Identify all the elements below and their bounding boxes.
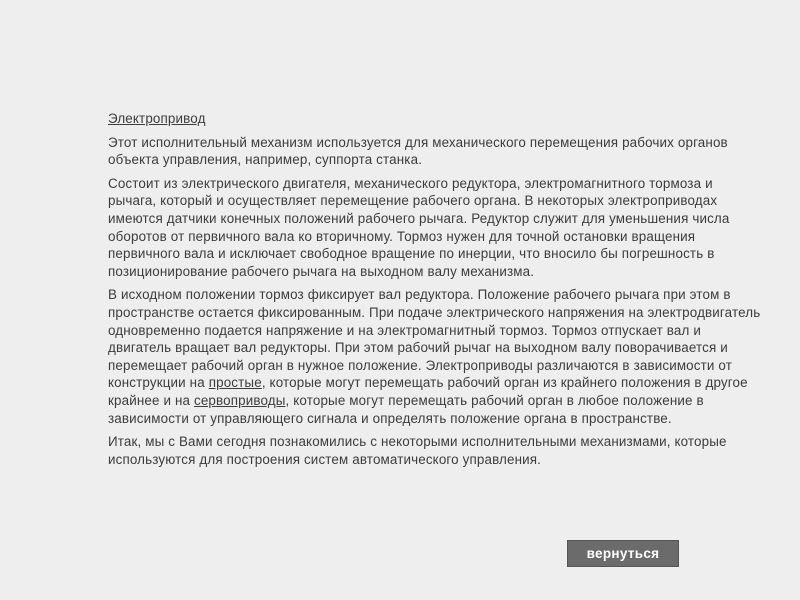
link-servo-drives[interactable]: сервоприводы bbox=[193, 392, 286, 408]
paragraph-summary: Итак, мы с Вами сегодня познакомились с некоторыми исполнительными механизмами, которые используются для построения систем автоматического управления. bbox=[108, 434, 727, 467]
paragraph-structure: Состоит из электрического двигателя, механического редуктора, электромагнитного тормоза и рычага, который и осуществляет перемещение рабочего органа. В некоторых электроприводах имеются датчики конечных положений рабочего рычага. Редуктор служит для уменьшения числа оборотов от первичного вала ко вторичному. Тормоз нужен для точной остановки вращения первичного вала и исключает свободное вращение по инерции, что вносило бы погрешность в позиционирование рабочего рычага на выходном валу механизма. bbox=[108, 175, 730, 279]
paragraph-operation-text-2: , которые могут перемещать рабочий орган из крайнего положения в другое крайнее и на bbox=[108, 375, 748, 408]
link-simple-drives[interactable]: простые bbox=[208, 375, 262, 391]
back-button[interactable]: вернуться bbox=[567, 540, 679, 567]
slide-title: Электропривод bbox=[108, 111, 206, 126]
paragraph-operation-text-1: В исходном положении тормоз фиксирует вал редуктора. Положение рабочего рычага при этом в пространстве остается фиксированным. При подаче электрического напряжения на электродвигатель одновременно подается напряжение и на электромагнитный тормоз. Тормоз отпускает вал и двигатель вращает вал редукторы. При этом рабочий рычаг на выходном валу поворачивается и перемещает рабочий орган в нужное положение. Электроприводы различаются в зависимости от конструкции на bbox=[108, 287, 761, 391]
slide-content bbox=[108, 110, 764, 474]
paragraph-operation bbox=[108, 286, 764, 427]
paragraph-purpose: Этот исполнительный механизм используется для механического перемещения рабочих органов объекта управления, например, суппорта станка. bbox=[108, 134, 728, 168]
paragraph-operation-text-3: , которые могут перемещать рабочий орган в любое положение в зависимости от управляющего сигнала и определять положение органа в пространстве. bbox=[108, 392, 704, 426]
